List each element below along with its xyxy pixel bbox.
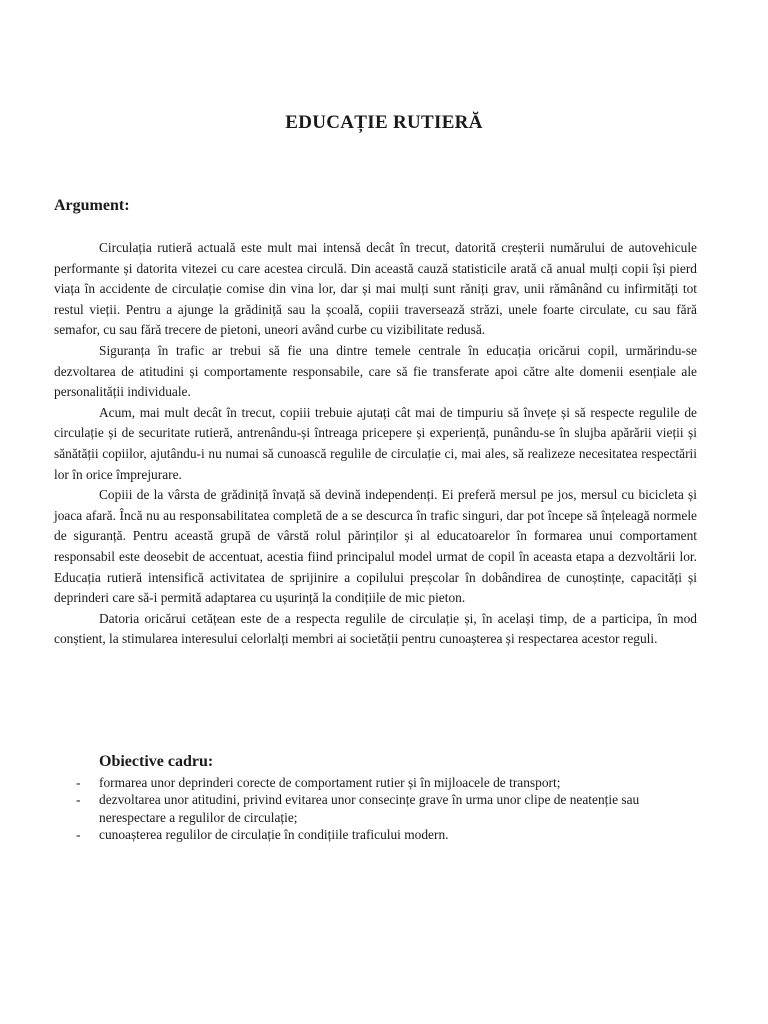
bullet-dash: - (76, 775, 81, 790)
argument-heading: Argument: (54, 197, 130, 214)
list-item (54, 774, 697, 791)
list-item (54, 791, 697, 826)
list-item (54, 826, 697, 843)
paragraph: Copiii de la vârsta de grădiniță învață să devină independenți. Ei preferă mersul pe jos, mersul cu bicicleta și joaca afară. Încă nu au responsabilitatea completă de a se descurca în trafic singuri, dar pot începe să înțeleagă normele de siguranță. Pentru această grupă de vârstă rolul părinților și al educatoarelor în formarea unui comportament responsabil este deosebit de accentuat, acestia fiind principalul model urmat de copil în aceasta etapa a dezvoltării lor. Educația rutieră intensifică activitatea de sprijinire a copilului preșcolar în dobândirea de cunoștințe, capacități și deprinderi care să-i permită adaptarea cu ușurință la condițiile de mic pieton. (54, 487, 697, 606)
bullet-dash: - (76, 792, 81, 808)
argument-body (54, 238, 697, 650)
paragraph: Datoria oricărui cetățean este de a respecta regulile de circulație și, în același timp, de a participa, în mod conștient, la stimularea interesului celorlalți membri ai societății pentru cunoașterea și respectarea acestor reguli. (54, 610, 697, 647)
paragraph: Siguranța în trafic ar trebui să fie una dintre temele centrale în educația oricărui copil, urmărindu-se dezvoltarea de atitudini și comportamente responsabile, care să fie transferate apoi către alte domenii esențiale ale personalității individuale. (54, 342, 697, 400)
objective-text: cunoașterea regulilor de circulație în condițiile traficului modern. (99, 827, 449, 843)
paragraph: Acum, mai mult decât în trecut, copiii trebuie ajutați cât mai de timpuriu să învețe și să respecte regulile de circulație și de securitate rutieră, antrenându-și întreaga pricepere și experiență, punându-se în slujba apărării vieții și sănătății copiilor, ajutându-i nu numai să cunoască regulile de circulație ci, mai ales, să realizeze necesitatea respectării lor în orice împrejurare. (54, 404, 697, 482)
paragraph: Circulația rutieră actuală este mult mai intensă decât în trecut, datorită creșterii numărului de autovehicule performante și datorita vitezei cu care acestea circulă. Din această cauză statisticile arată că anual mulți copii își pierd viața în accidente de circulație comise din vina lor, dar și mai mulți sunt răniți grav, unii rămânând cu infirmități tot restul vieții. Pentru a ajunge la grădiniță sau la școală, copiii traversează străzi, unele foarte circulate, cu sau fără semafor, cu sau fără trecere de pietoni, uneori având curbe cu vizibilitate redusă. (54, 240, 697, 338)
objective-text: formarea unor deprinderi corecte de comportament rutier și în mijloacele de transport; (99, 775, 561, 790)
document-title: EDUCAȚIE RUTIERĂ (285, 112, 483, 133)
bullet-dash: - (76, 827, 81, 843)
objective-text: dezvoltarea unor atitudini, privind evitarea unor consecințe grave în urma unor clipe de neatenție sau nerespectare a regulilor de circulație; (99, 792, 640, 825)
objectives-list (54, 774, 697, 844)
objectives-heading: Obiective cadru: (99, 753, 214, 770)
